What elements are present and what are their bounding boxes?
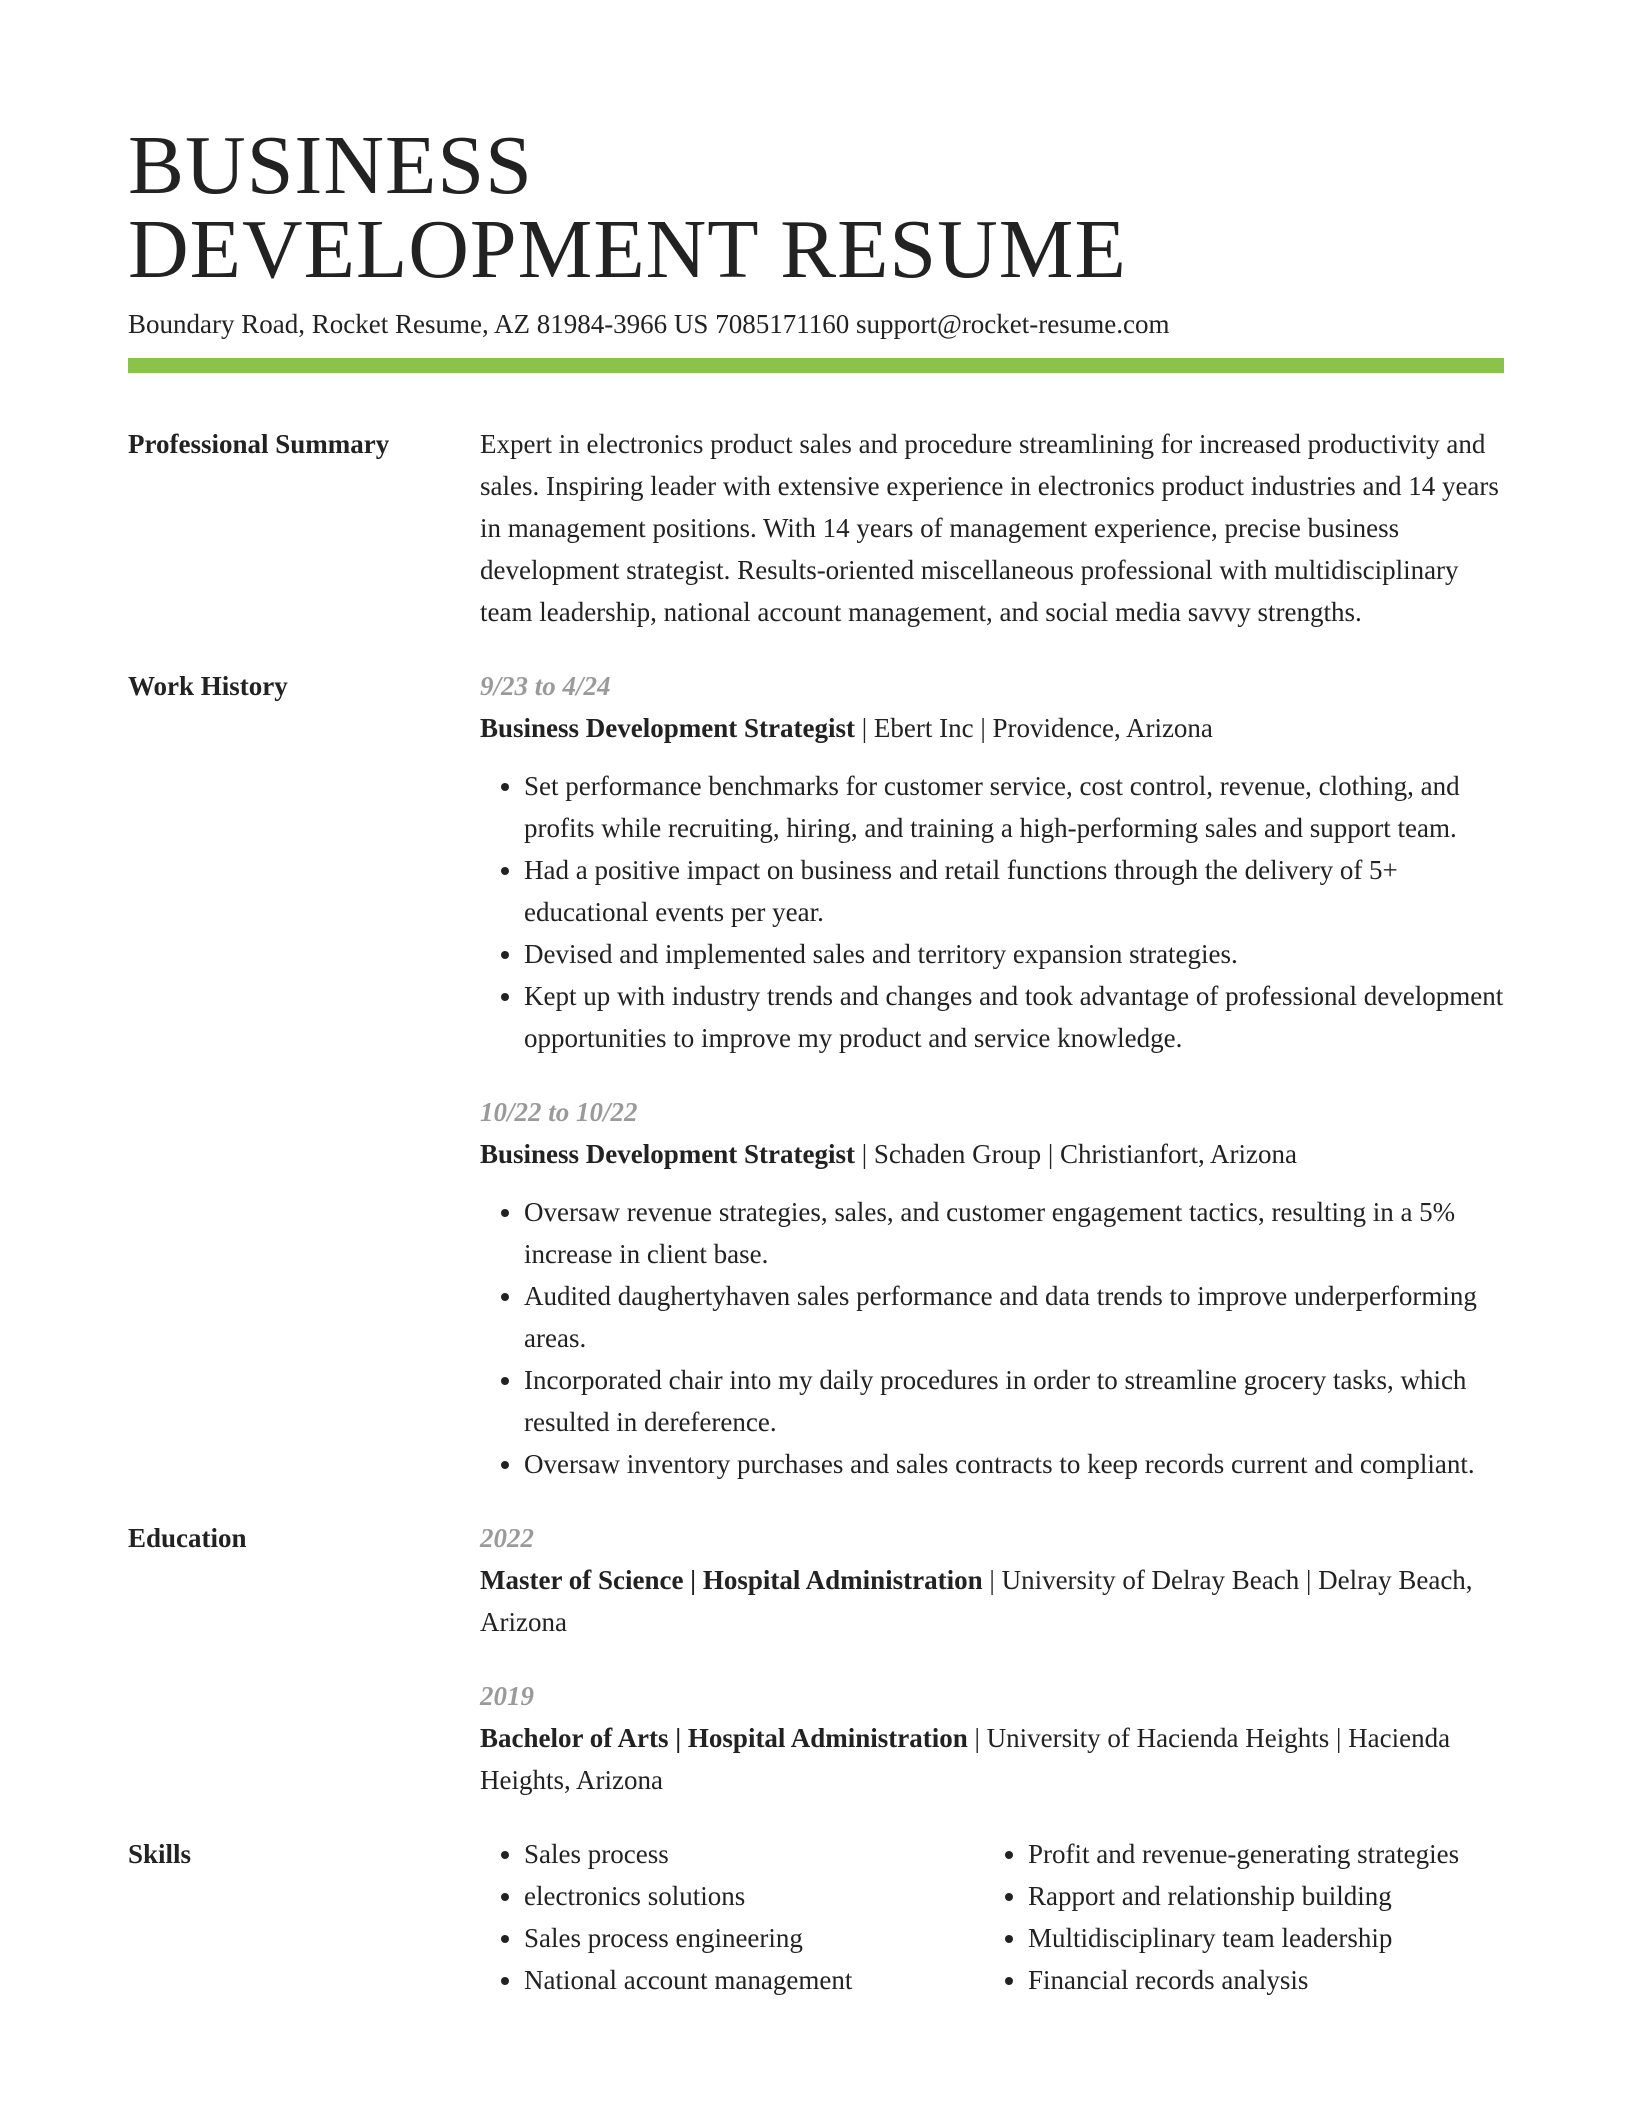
- work-entry-dates: 9/23 to 4/24: [480, 671, 611, 701]
- list-item: • Sales process: [524, 1833, 984, 1875]
- work-entry-heading: [480, 707, 1504, 749]
- work-entry-heading: [480, 1133, 1504, 1175]
- resume-page: [128, 119, 1504, 2001]
- education-degree: Master of Science | Hospital Administration: [480, 1565, 983, 1595]
- work-entry-dates: 10/22 to 10/22: [480, 1097, 638, 1127]
- contact-line: [128, 304, 1504, 344]
- summary-section: [128, 423, 1504, 633]
- education-body: [480, 1517, 1504, 1801]
- work-entry-details: | Schaden Group | Christianfort, Arizona: [854, 1139, 1297, 1169]
- list-item: • Kept up with industry trends and changes and took advantage of professional development opportunities to improve my product and service knowledge.: [524, 975, 1504, 1059]
- list-item: • Oversaw revenue strategies, sales, and customer engagement tactics, resulting in a 5% increase in client base.: [524, 1191, 1504, 1275]
- work-entry-title: Business Development Strategist: [480, 1139, 855, 1169]
- skills-section: [128, 1833, 1504, 2001]
- skills-body: [480, 1833, 1504, 2001]
- work-entry-title: Business Development Strategist: [480, 713, 855, 743]
- list-item: • Rapport and relationship building: [1028, 1875, 1504, 1917]
- education-section: [128, 1517, 1504, 1801]
- work-history-heading: Work History: [128, 671, 288, 701]
- list-item: • Audited daughertyhaven sales performance and data trends to improve underperforming areas.: [524, 1275, 1504, 1359]
- education-degree: Bachelor of Arts | Hospital Administration: [480, 1723, 968, 1753]
- skills-list-left: [480, 1833, 984, 2001]
- education-details: | University of Delray Beach | Delray Beach, Arizona: [480, 1565, 1473, 1637]
- work-entry-details: | Ebert Inc | Providence, Arizona: [854, 713, 1213, 743]
- summary-text: Expert in electronics product sales and procedure streamlining for increased productivity and sales. Inspiring leader with extensive experience in electronics product industries and 14 years in management positions. With 14 years of management experience, precise business development strategist. Results-oriented miscellaneous professional with multidisciplinary team leadership, national account management, and social media savvy strengths.: [480, 429, 1499, 627]
- summary-heading: Professional Summary: [128, 429, 390, 459]
- title-line-2: DEVELOPMENT RESUME: [128, 203, 1127, 296]
- list-item: • Profit and revenue-generating strategies: [1028, 1833, 1504, 1875]
- education-year: 2019: [480, 1681, 534, 1711]
- list-item: • Sales process engineering: [524, 1917, 984, 1959]
- list-item: • National account management: [524, 1959, 984, 2001]
- list-item: • Oversaw inventory purchases and sales contracts to keep records current and compliant.: [524, 1443, 1504, 1485]
- accent-divider: [128, 358, 1504, 373]
- work-entry-bullets: [480, 765, 1504, 1059]
- contact-phone: 7085171160: [715, 309, 850, 339]
- work-history-body: [480, 665, 1504, 1485]
- work-entry: [480, 665, 1504, 1059]
- list-item: • Set performance benchmarks for customer service, cost control, revenue, clothing, and profits while recruiting, hiring, and training a high-performing sales and support team.: [524, 765, 1504, 849]
- list-item: • Incorporated chair into my daily procedures in order to streamline grocery tasks, which resulted in dereference.: [524, 1359, 1504, 1443]
- skills-list-right: [984, 1833, 1504, 2001]
- work-entry-bullets: [480, 1191, 1504, 1485]
- title-line-1: BUSINESS: [128, 119, 533, 212]
- education-year: 2022: [480, 1523, 534, 1553]
- work-entry: [480, 1091, 1504, 1485]
- education-entry: [480, 1517, 1504, 1643]
- list-item: • Devised and implemented sales and territory expansion strategies.: [524, 933, 1504, 975]
- resume-title: [128, 119, 1504, 296]
- education-heading-line: [480, 1717, 1504, 1801]
- skills-grid: [480, 1833, 1504, 2001]
- education-heading: Education: [128, 1523, 247, 1553]
- work-history-section: [128, 665, 1504, 1485]
- list-item: • Financial records analysis: [1028, 1959, 1504, 2001]
- skills-heading: Skills: [128, 1839, 192, 1869]
- education-entry: [480, 1675, 1504, 1801]
- contact-email: support@rocket-resume.com: [855, 309, 1170, 339]
- list-item: • Multidisciplinary team leadership: [1028, 1917, 1504, 1959]
- education-details: | University of Hacienda Heights | Hacienda Heights, Arizona: [480, 1723, 1451, 1795]
- list-item: • Had a positive impact on business and retail functions through the delivery of 5+ educational events per year.: [524, 849, 1504, 933]
- contact-address: Boundary Road, Rocket Resume, AZ 81984-3966 US: [128, 309, 709, 339]
- education-heading-line: [480, 1559, 1504, 1643]
- list-item: • electronics solutions: [524, 1875, 984, 1917]
